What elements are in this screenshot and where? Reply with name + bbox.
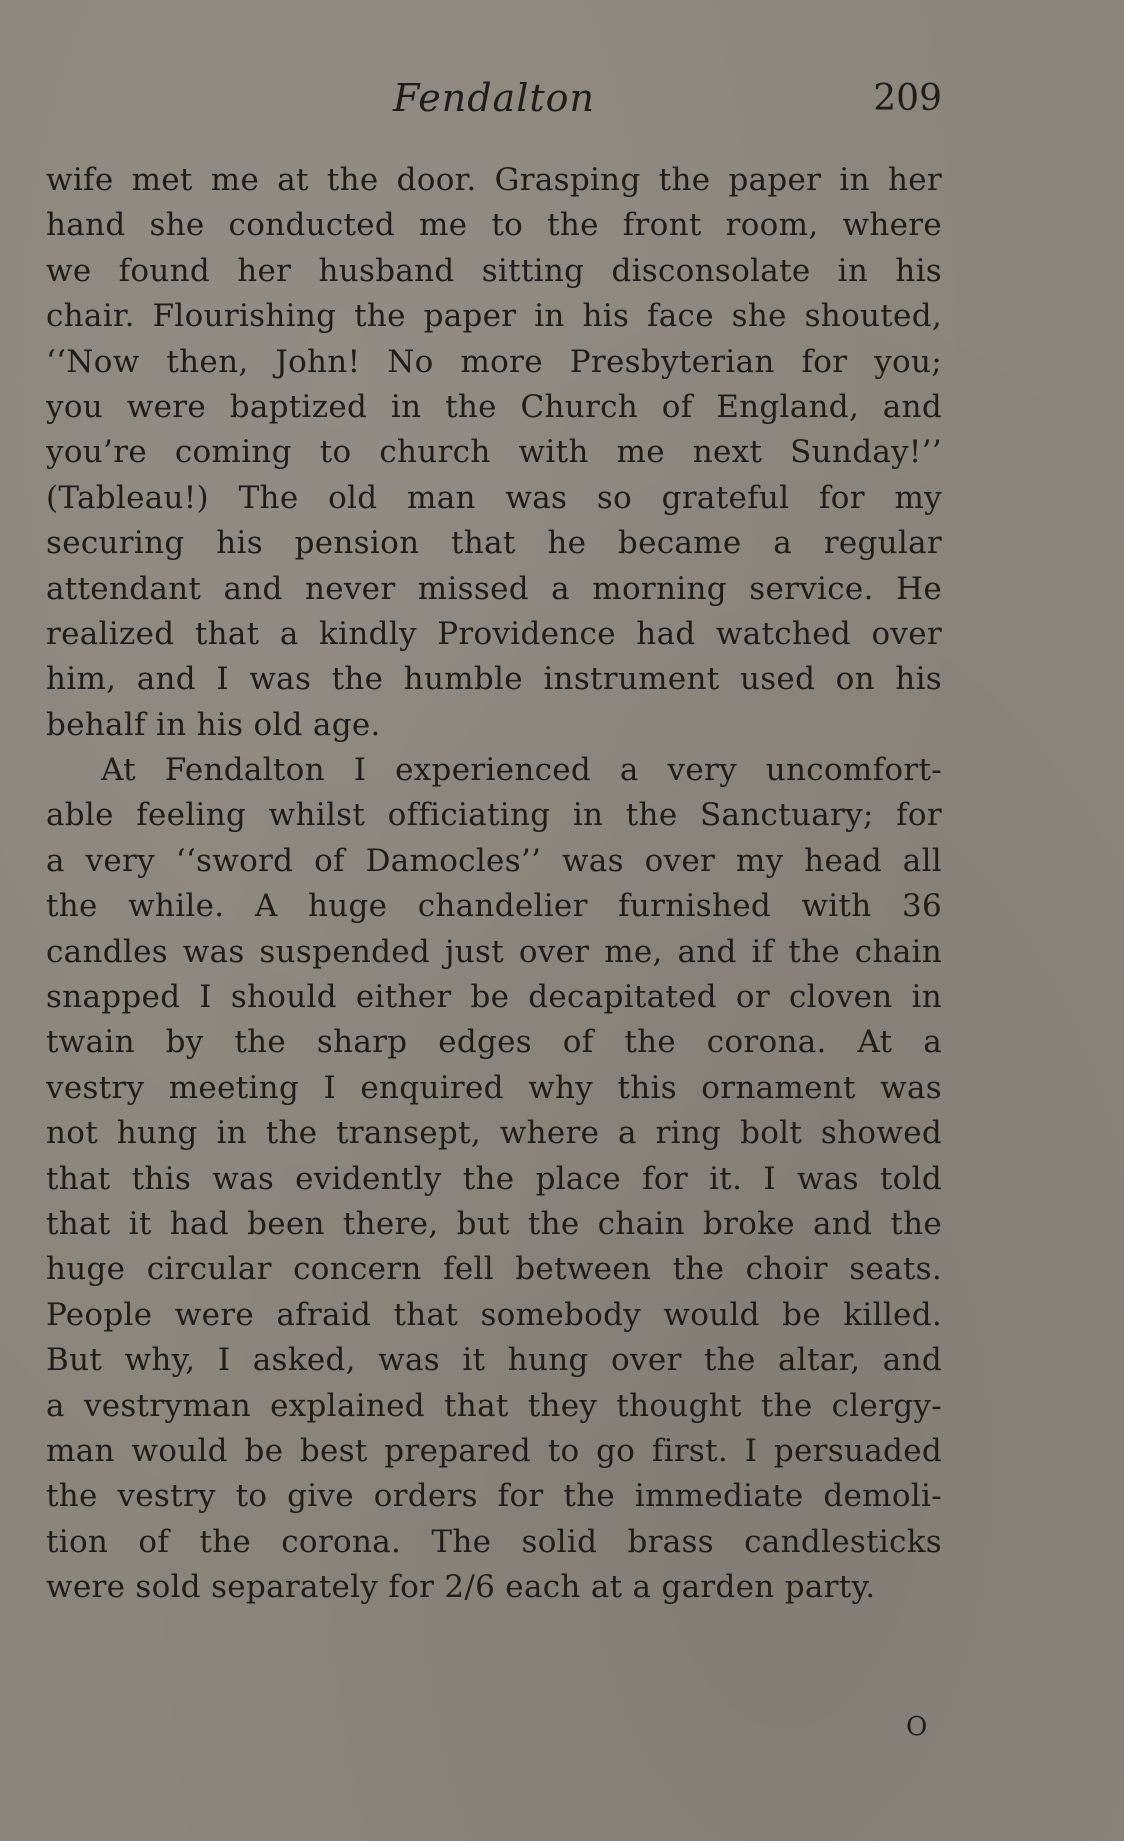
text-line: vestry meeting I enquired why this ornament was <box>46 1069 942 1106</box>
text-line: tion of the corona. The solid brass candlesticks <box>46 1523 942 1560</box>
body-text <box>46 158 942 1611</box>
text-line: chair. Flourishing the paper in his face she shouted, <box>46 298 942 335</box>
text-line: were sold separately for 2/6 each at a garden party. <box>46 1569 876 1606</box>
text-line: hand she conducted me to the front room, where <box>46 207 942 244</box>
running-head <box>46 76 942 136</box>
text-line: the while. A huge chandelier furnished with 36 <box>46 888 942 925</box>
text-line: the vestry to give orders for the immediate demoli- <box>46 1478 942 1515</box>
text-line: But why, I asked, was it hung over the altar, and <box>46 1342 942 1379</box>
text-line: that this was evidently the place for it. I was told <box>46 1160 942 1197</box>
text-line: him, and I was the humble instrument used on his <box>46 661 942 698</box>
text-line: realized that a kindly Providence had watched over <box>46 615 942 652</box>
paragraph-first-line: At Fendalton I experienced a very uncomfort- <box>101 752 942 789</box>
text-line: People were afraid that somebody would be killed. <box>46 1296 942 1333</box>
text-line: wife met me at the door. Grasping the paper in her <box>46 162 942 198</box>
text-line: candles was suspended just over me, and if the chain <box>46 933 942 970</box>
text-line: ‘‘Now then, John! No more Presbyterian for you; <box>46 343 942 380</box>
text-line: attendant and never missed a morning service. He <box>46 570 942 607</box>
text-line: behalf in his old age. <box>46 706 381 743</box>
text-line: able feeling whilst officiating in the Sanctuary; for <box>46 797 942 834</box>
text-line: we found her husband sitting disconsolate in his <box>46 252 942 289</box>
text-line: huge circular concern fell between the choir seats. <box>46 1251 942 1288</box>
text-line: you were baptized in the Church of England, and <box>46 388 942 425</box>
text-line: man would be best prepared to go first. I persuaded <box>46 1432 942 1469</box>
text-line: that it had been there, but the chain broke and the <box>46 1205 942 1242</box>
chapter-title: Fendalton <box>392 76 595 120</box>
page-number: 209 <box>873 78 942 119</box>
text-line: (Tableau!) The old man was so grateful for my <box>46 479 942 516</box>
text-line: a very ‘‘sword of Damocles’’ was over my head all <box>46 842 942 879</box>
signature-mark: O <box>906 1712 928 1742</box>
book-page <box>46 76 942 1776</box>
text-line: you’re coming to church with me next Sunday!’’ <box>46 434 942 471</box>
text-line: a vestryman explained that they thought the clergy- <box>46 1387 942 1424</box>
text-line: securing his pension that he became a regular <box>46 525 942 562</box>
text-line: not hung in the transept, where a ring bolt showed <box>46 1115 942 1152</box>
text-line: snapped I should either be decapitated or cloven in <box>46 979 942 1016</box>
text-line: twain by the sharp edges of the corona. At a <box>46 1024 942 1061</box>
